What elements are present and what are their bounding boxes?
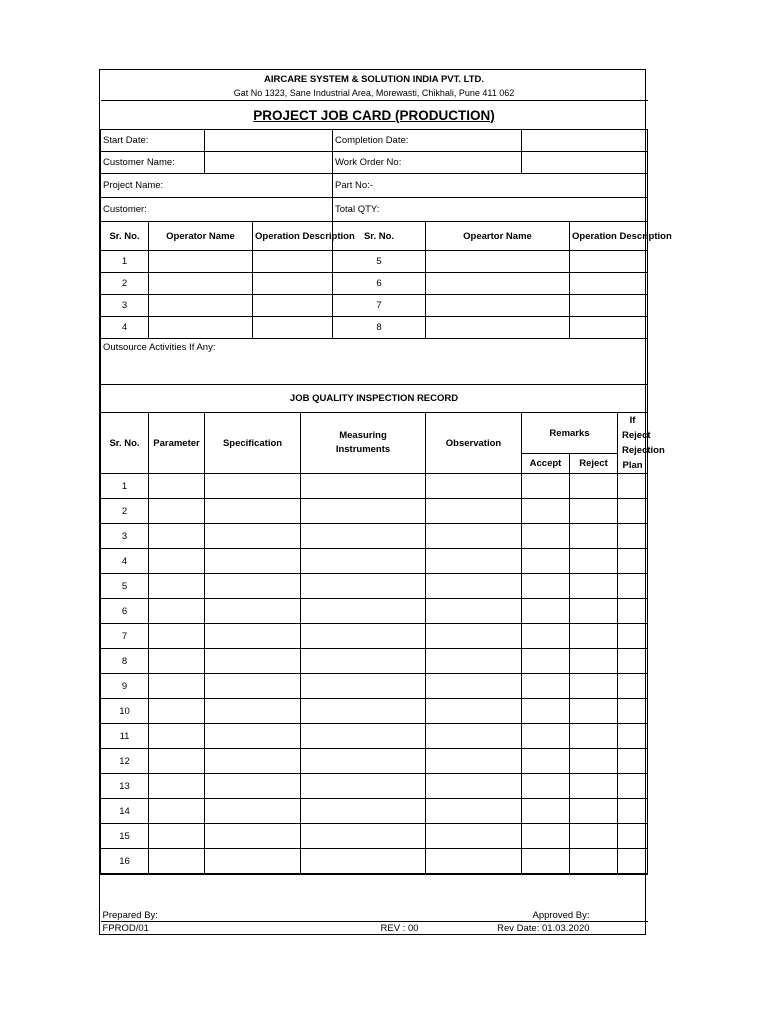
operation-description-cell[interactable] — [570, 273, 648, 295]
specification-cell[interactable] — [205, 799, 301, 824]
operation-description-cell[interactable] — [570, 295, 648, 317]
inspection-row — [101, 474, 648, 499]
rejection-plan-cell[interactable] — [618, 649, 648, 674]
measuring-instruments-cell[interactable] — [301, 499, 426, 524]
rejection-plan-cell[interactable] — [618, 749, 648, 774]
measuring-instruments-cell[interactable] — [301, 799, 426, 824]
op-header-description-right: Operation Description — [570, 222, 648, 251]
accept-cell[interactable] — [522, 474, 570, 499]
insp-sr-cell: 5 — [101, 574, 149, 599]
reject-cell[interactable] — [570, 549, 618, 574]
operator-name-cell[interactable] — [149, 295, 253, 317]
start-date-field[interactable] — [205, 130, 333, 152]
observation-cell[interactable] — [426, 699, 522, 724]
parameter-cell[interactable] — [149, 624, 205, 649]
rejection-plan-cell[interactable] — [618, 774, 648, 799]
observation-cell[interactable] — [426, 574, 522, 599]
op-sr-left: 2 — [101, 273, 149, 295]
accept-cell[interactable] — [522, 849, 570, 875]
observation-cell[interactable] — [426, 474, 522, 499]
customer-name-field[interactable] — [205, 152, 333, 174]
company-address: Gat No 1323, Sane Industrial Area, Morewasti, Chikhali, Pune 411 062 — [101, 86, 648, 101]
parameter-cell[interactable] — [149, 474, 205, 499]
specification-cell[interactable] — [205, 749, 301, 774]
op-header-description-left: Operation Description — [253, 222, 333, 251]
measuring-instruments-cell[interactable] — [301, 674, 426, 699]
reject-cell[interactable] — [570, 774, 618, 799]
specification-cell[interactable] — [205, 574, 301, 599]
op-sr-left: 4 — [101, 317, 149, 339]
operator-name-cell[interactable] — [426, 317, 570, 339]
insp-sr-cell: 10 — [101, 699, 149, 724]
inspection-row — [101, 674, 648, 699]
insp-sr-cell: 3 — [101, 524, 149, 549]
reject-cell[interactable] — [570, 849, 618, 875]
measuring-instruments-cell[interactable] — [301, 774, 426, 799]
form-number: FPROD/01 — [101, 922, 301, 935]
measuring-instruments-cell[interactable] — [301, 599, 426, 624]
rejection-plan-cell[interactable] — [618, 799, 648, 824]
op-header-sr-right: Sr. No. — [333, 222, 426, 251]
page-title: PROJECT JOB CARD (PRODUCTION) — [101, 101, 648, 130]
reject-cell[interactable] — [570, 599, 618, 624]
parameter-cell[interactable] — [149, 549, 205, 574]
op-header-operator-left: Operator Name — [149, 222, 253, 251]
measuring-instruments-cell[interactable] — [301, 749, 426, 774]
customer-name-label: Customer Name: — [101, 152, 205, 174]
accept-cell[interactable] — [522, 674, 570, 699]
parameter-cell[interactable] — [149, 724, 205, 749]
accept-cell[interactable] — [522, 774, 570, 799]
reject-cell[interactable] — [570, 624, 618, 649]
rejection-plan-cell[interactable] — [618, 499, 648, 524]
accept-cell[interactable] — [522, 724, 570, 749]
observation-cell[interactable] — [426, 849, 522, 875]
parameter-cell[interactable] — [149, 524, 205, 549]
inspection-row — [101, 574, 648, 599]
inspection-rows — [101, 474, 648, 875]
operator-name-cell[interactable] — [426, 251, 570, 273]
insp-sr-cell: 11 — [101, 724, 149, 749]
op-sr-right: 8 — [333, 317, 426, 339]
project-name-field[interactable]: Project Name: — [101, 174, 333, 198]
inspection-row — [101, 599, 648, 624]
measuring-instruments-cell[interactable] — [301, 474, 426, 499]
job-card-table — [100, 70, 672, 934]
measuring-instruments-cell[interactable] — [301, 824, 426, 849]
job-card-form — [99, 69, 672, 935]
inspection-row — [101, 799, 648, 824]
revision-number: REV : 00 — [301, 922, 426, 935]
insp-sr-cell: 7 — [101, 624, 149, 649]
reject-cell[interactable] — [570, 824, 618, 849]
parameter-cell[interactable] — [149, 649, 205, 674]
reject-cell[interactable] — [570, 799, 618, 824]
inspection-row — [101, 849, 648, 875]
observation-cell[interactable] — [426, 524, 522, 549]
observation-cell[interactable] — [426, 749, 522, 774]
rejection-plan-cell[interactable] — [618, 849, 648, 875]
parameter-cell[interactable] — [149, 799, 205, 824]
specification-cell[interactable] — [205, 499, 301, 524]
reject-cell[interactable] — [570, 649, 618, 674]
accept-cell[interactable] — [522, 624, 570, 649]
accept-cell[interactable] — [522, 524, 570, 549]
observation-cell[interactable] — [426, 674, 522, 699]
start-date-label: Start Date: — [101, 130, 205, 152]
insp-sr-cell: 13 — [101, 774, 149, 799]
insp-sr-cell: 4 — [101, 549, 149, 574]
rejection-plan-cell[interactable] — [618, 524, 648, 549]
operator-name-cell[interactable] — [149, 317, 253, 339]
inspection-section-title: JOB QUALITY INSPECTION RECORD — [101, 385, 648, 413]
operator-name-cell[interactable] — [426, 273, 570, 295]
operation-description-cell[interactable] — [253, 251, 333, 273]
accept-cell[interactable] — [522, 824, 570, 849]
approved-by-label: Approved By: — [532, 909, 590, 921]
measuring-instruments-cell[interactable] — [301, 524, 426, 549]
insp-sr-cell: 15 — [101, 824, 149, 849]
operator-name-cell[interactable] — [426, 295, 570, 317]
insp-header-if-reject: If Reject Rejection Plan — [618, 413, 648, 474]
inspection-row — [101, 724, 648, 749]
reject-cell[interactable] — [570, 674, 618, 699]
insp-sr-cell: 9 — [101, 674, 149, 699]
op-sr-right: 7 — [333, 295, 426, 317]
rejection-plan-cell[interactable] — [618, 724, 648, 749]
outsource-activities-field[interactable]: Outsource Activities If Any: — [101, 339, 648, 385]
insp-header-remarks: Remarks — [522, 413, 618, 454]
parameter-cell[interactable] — [149, 824, 205, 849]
parameter-cell[interactable] — [149, 574, 205, 599]
accept-cell[interactable] — [522, 699, 570, 724]
observation-cell[interactable] — [426, 774, 522, 799]
specification-cell[interactable] — [205, 524, 301, 549]
insp-header-specification: Specification — [205, 413, 301, 474]
insp-sr-cell: 16 — [101, 849, 149, 875]
reject-cell[interactable] — [570, 574, 618, 599]
reject-cell[interactable] — [570, 724, 618, 749]
operation-description-cell[interactable] — [253, 317, 333, 339]
observation-cell[interactable] — [426, 799, 522, 824]
measuring-instruments-cell[interactable] — [301, 849, 426, 875]
measuring-instruments-cell[interactable] — [301, 724, 426, 749]
insp-sr-cell: 8 — [101, 649, 149, 674]
insp-sr-cell: 6 — [101, 599, 149, 624]
operation-description-cell[interactable] — [253, 273, 333, 295]
operation-description-cell[interactable] — [570, 317, 648, 339]
part-no-field[interactable]: Part No:- — [333, 174, 648, 198]
observation-cell[interactable] — [426, 499, 522, 524]
insp-header-measuring: Measuring Instruments — [301, 413, 426, 474]
rejection-plan-cell[interactable] — [618, 574, 648, 599]
parameter-cell[interactable] — [149, 699, 205, 724]
parameter-cell[interactable] — [149, 774, 205, 799]
specification-cell[interactable] — [205, 649, 301, 674]
observation-cell[interactable] — [426, 599, 522, 624]
op-header-operator-right: Opeartor Name — [426, 222, 570, 251]
measuring-instruments-cell[interactable] — [301, 624, 426, 649]
parameter-cell[interactable] — [149, 599, 205, 624]
insp-sr-cell: 12 — [101, 749, 149, 774]
accept-cell[interactable] — [522, 499, 570, 524]
accept-cell[interactable] — [522, 549, 570, 574]
inspection-row — [101, 549, 648, 574]
customer-field[interactable]: Customer: — [101, 198, 333, 222]
rejection-plan-cell[interactable] — [618, 674, 648, 699]
measuring-instruments-cell[interactable] — [301, 699, 426, 724]
work-order-no-field[interactable] — [522, 152, 648, 174]
rejection-plan-cell[interactable] — [618, 549, 648, 574]
rejection-plan-cell[interactable] — [618, 624, 648, 649]
op-sr-left: 3 — [101, 295, 149, 317]
observation-cell[interactable] — [426, 824, 522, 849]
specification-cell[interactable] — [205, 849, 301, 875]
op-sr-right: 6 — [333, 273, 426, 295]
parameter-cell[interactable] — [149, 499, 205, 524]
operator-row — [101, 251, 648, 273]
inspection-row — [101, 699, 648, 724]
insp-header-observation: Observation — [426, 413, 522, 474]
completion-date-field[interactable] — [522, 130, 648, 152]
operator-row — [101, 295, 648, 317]
accept-cell[interactable] — [522, 749, 570, 774]
signature-space — [101, 874, 648, 909]
reject-cell[interactable] — [570, 474, 618, 499]
observation-cell[interactable] — [426, 724, 522, 749]
specification-cell[interactable] — [205, 624, 301, 649]
insp-header-sr: Sr. No. — [101, 413, 149, 474]
accept-cell[interactable] — [522, 599, 570, 624]
insp-header-parameter: Parameter — [149, 413, 205, 474]
accept-cell[interactable] — [522, 799, 570, 824]
revision-date: Rev Date: 01.03.2020 — [426, 922, 648, 935]
operation-description-cell[interactable] — [253, 295, 333, 317]
specification-cell[interactable] — [205, 699, 301, 724]
inspection-row — [101, 774, 648, 799]
operator-name-cell[interactable] — [149, 273, 253, 295]
completion-date-label: Completion Date: — [333, 130, 522, 152]
inspection-row — [101, 524, 648, 549]
specification-cell[interactable] — [205, 674, 301, 699]
op-header-sr-left: Sr. No. — [101, 222, 149, 251]
rejection-plan-cell[interactable] — [618, 824, 648, 849]
operator-row — [101, 317, 648, 339]
observation-cell[interactable] — [426, 624, 522, 649]
insp-sr-cell: 14 — [101, 799, 149, 824]
measuring-instruments-cell[interactable] — [301, 574, 426, 599]
company-name: AIRCARE SYSTEM & SOLUTION INDIA PVT. LTD. — [263, 73, 485, 85]
inspection-row — [101, 499, 648, 524]
specification-cell[interactable] — [205, 599, 301, 624]
operation-description-cell[interactable] — [570, 251, 648, 273]
inspection-row — [101, 624, 648, 649]
insp-sr-cell: 1 — [101, 474, 149, 499]
rejection-plan-cell[interactable] — [618, 699, 648, 724]
reject-cell[interactable] — [570, 524, 618, 549]
rejection-plan-cell[interactable] — [618, 474, 648, 499]
prepared-by-label: Prepared By: — [102, 909, 158, 921]
operator-name-cell[interactable] — [149, 251, 253, 273]
specification-cell[interactable] — [205, 774, 301, 799]
operator-row — [101, 273, 648, 295]
accept-cell[interactable] — [522, 649, 570, 674]
reject-cell[interactable] — [570, 749, 618, 774]
total-qty-field[interactable]: Total QTY: — [333, 198, 648, 222]
measuring-instruments-cell[interactable] — [301, 649, 426, 674]
specification-cell[interactable] — [205, 549, 301, 574]
parameter-cell[interactable] — [149, 674, 205, 699]
rejection-plan-cell[interactable] — [618, 599, 648, 624]
reject-cell[interactable] — [570, 499, 618, 524]
op-sr-left: 1 — [101, 251, 149, 273]
op-sr-right: 5 — [333, 251, 426, 273]
specification-cell[interactable] — [205, 474, 301, 499]
observation-cell[interactable] — [426, 649, 522, 674]
inspection-row — [101, 649, 648, 674]
inspection-row — [101, 749, 648, 774]
reject-cell[interactable] — [570, 699, 618, 724]
insp-header-reject: Reject — [570, 454, 618, 474]
insp-header-accept: Accept — [522, 454, 570, 474]
specification-cell[interactable] — [205, 724, 301, 749]
measuring-instruments-cell[interactable] — [301, 549, 426, 574]
inspection-row — [101, 824, 648, 849]
work-order-no-label: Work Order No: — [333, 152, 522, 174]
specification-cell[interactable] — [205, 824, 301, 849]
insp-sr-cell: 2 — [101, 499, 149, 524]
parameter-cell[interactable] — [149, 849, 205, 875]
accept-cell[interactable] — [522, 574, 570, 599]
parameter-cell[interactable] — [149, 749, 205, 774]
observation-cell[interactable] — [426, 549, 522, 574]
